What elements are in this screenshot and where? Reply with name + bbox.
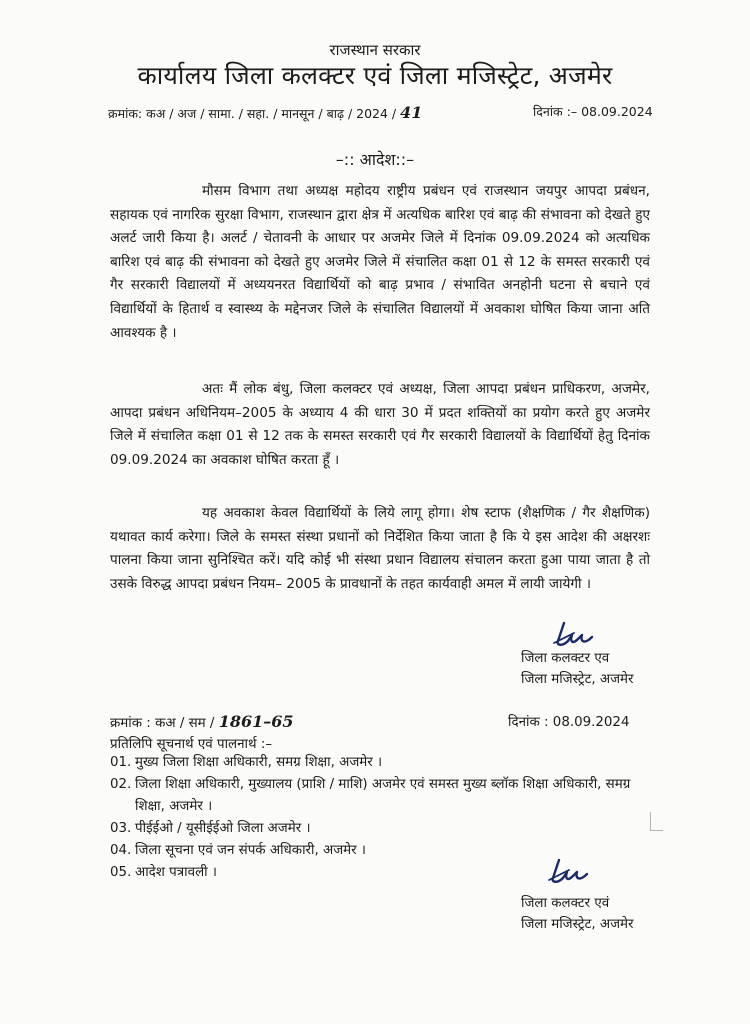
- signature-mark: [550, 621, 600, 649]
- signature-mark: [545, 858, 595, 886]
- signatory-line-1: जिला कलक्टर एवं: [521, 896, 610, 911]
- order-date: [533, 103, 653, 120]
- date-label: दिनांक :–: [533, 104, 578, 119]
- paragraph-3: यह अवकाश केवल विद्यार्थियों के लिये लागू होगा। शेष स्टाफ (शैक्षणिक / गैर शैक्षणिक) यथावत कार्य करेगा। जिले के समस्त संस्था प्रधानों को निर्देशित किया जाता है कि ये इस आदेश की अक्षरशः पालना किया जाना सुनिश्चित करें। यदि कोई भी संस्था प्रधान विद्यालय संचालन करता हुआ पाया जाता है तो उसके विरुद्ध आपदा प्रबंधन नियम– 2005 के प्रावधानों के तहत कार्यवाही अमल में लायी जायेगी ।: [110, 505, 650, 592]
- signatory-line-1: जिला कलक्टर एव: [521, 651, 610, 666]
- copy-date: [508, 712, 629, 730]
- order-heading: –:: आदेश::–: [335, 150, 415, 169]
- list-item-text: मुख्य जिला शिक्षा अधिकारी, समग्र शिक्षा, अजमेर ।: [135, 755, 383, 770]
- list-item: [110, 752, 670, 774]
- paragraph-1: मौसम विभाग तथा अध्यक्ष महोदय राष्ट्रीय प्रबंधन एवं राजस्थान जयपुर आपदा प्रबंधन, सहायक एवं नागरिक सुरक्षा विभाग, राजस्थान द्वारा क्षेत्र में अत्यधिक बारिश एवं बाढ़ की संभावना को देखते हुए अलर्ट जारी किया है। अलर्ट / चेतावनी के आधार पर अजमेर जिले में दिनांक 09.09.2024 को अत्यधिक बारिश एवं बाढ़ की संभावना को देखते हुए अजमेर जिले में संचालित कक्षा 01 से 12 के समस्त सरकारी एवं गैर सरकारी विद्यालयों में अध्ययनरत विद्यार्थियों को बाढ़ प्रभाव / संभावित अनहोनी घटना से बचाने एवं विद्यार्थियों के हितार्थ व स्वास्थ्य के मद्देनजर जिले के संचालित विद्यालयों में अवकाश घोषित किया जाना अति आवश्यक है ।: [110, 183, 650, 341]
- copy-date-label: दिनांक :: [508, 715, 549, 730]
- list-item-text: जिला शिक्षा अधिकारी, मुख्यालय (प्राशि / माशि) अजमेर एवं समस्त मुख्य ब्लॉक शिक्षा अधिकारी, समग्र शिक्षा, अजमेर ।: [135, 777, 631, 814]
- list-item-number: 05.: [110, 865, 132, 880]
- signature-block-1: [521, 648, 634, 690]
- government-name: राजस्थान सरकार: [329, 41, 421, 59]
- reference-number: [108, 103, 422, 122]
- stray-pen-mark: [650, 812, 663, 831]
- copy-reference-prefix: क्रमांक : कअ / सम /: [110, 716, 215, 731]
- list-item-number: 02.: [110, 777, 132, 792]
- signatory-line-2: जिला मजिस्ट्रेट, अजमेर: [521, 672, 634, 687]
- paragraph-2: अतः मैं लोक बंधु, जिला कलक्टर एवं अध्यक्ष, जिला आपदा प्रबंधन प्राधिकरण, अजमेर, आपदा प्रबंधन अधिनियम–2005 के अध्याय 4 की धारा 30 में प्रदत शक्तियों का प्रयोग करते हुए अजमेर जिले में संचालित कक्षा 01 से 12 तक के समस्त सरकारी एवं गैर सरकारी विद्यालयों के विद्यार्थियों हेतु दिनांक 09.09.2024 का अवकाश घोषित करता हूँ ।: [110, 381, 650, 468]
- copy-date-value: 08.09.2024: [552, 715, 630, 730]
- copy-to-intro: प्रतिलिपि सूचनार्थ एवं पालनार्थ :–: [110, 737, 273, 752]
- signature-block-2: [521, 893, 634, 935]
- list-item: [110, 774, 670, 818]
- signatory-line-2: जिला मजिस्ट्रेट, अजमेर: [521, 917, 634, 932]
- list-item-number: 01.: [110, 755, 132, 770]
- list-item-text: जिला सूचना एवं जन संपर्क अधिकारी, अजमेर ।: [135, 843, 366, 858]
- list-item: [110, 818, 670, 840]
- reference-prefix: क्रमांक: कअ / अज / सामा. / सहा. / मानसून / बाढ़ / 2024 /: [108, 106, 397, 121]
- office-title: कार्यालय जिला कलक्टर एवं जिला मजिस्ट्रेट, अजमेर: [137, 61, 613, 90]
- list-item-text: आदेश पत्रावली ।: [135, 865, 217, 880]
- copy-reference-handwritten: 1861–65: [218, 712, 294, 731]
- reference-handwritten-number: 41: [400, 103, 423, 122]
- copy-reference-number: [110, 712, 294, 731]
- list-item-number: 03.: [110, 821, 132, 836]
- list-item-number: 04.: [110, 843, 132, 858]
- date-value: 08.09.2024: [581, 104, 653, 119]
- list-item-text: पीईईओ / यूसीईईओ जिला अजमेर ।: [135, 821, 311, 836]
